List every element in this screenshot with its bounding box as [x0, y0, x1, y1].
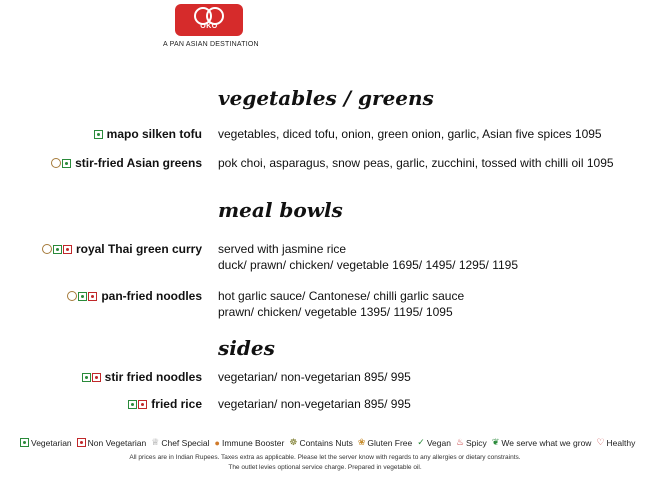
gluten-free-icon: ❀: [357, 437, 366, 447]
item-description: pok choi, asparagus, snow peas, garlic, zucchini, tossed with chilli oil 1095: [218, 156, 614, 170]
item-name: royal Thai green curry: [75, 242, 202, 256]
legend-entry: [492, 437, 592, 448]
legend-label: Non Vegetarian: [87, 437, 147, 448]
legend-label: Spicy: [466, 437, 487, 448]
item-name: fried rice: [151, 397, 202, 411]
legend-entry: [289, 437, 352, 448]
chilli-icon: ♨: [455, 437, 465, 447]
immune-booster-icon: [67, 291, 77, 301]
item-price-line: prawn/ chicken/ vegetable 1395/ 1195/ 1095: [218, 305, 453, 319]
legend-label: Chef Special: [161, 437, 210, 448]
menu-item: [94, 127, 202, 141]
veg-icon: [53, 245, 62, 254]
immune-booster-icon: [42, 244, 52, 254]
item-name: stir fried noodles: [104, 370, 202, 384]
grow-icon: ❦: [491, 437, 500, 447]
footer-note: The outlet levies optional service charge. Prepared in vegetable oil.: [228, 464, 422, 471]
item-description: served with jasmine rice: [218, 242, 347, 256]
legend-label: We serve what we grow: [501, 437, 592, 448]
chef-hat-icon: ♕: [151, 437, 160, 447]
legend-label: Vegan: [426, 437, 451, 448]
item-name: stir-fried Asian greens: [75, 156, 202, 170]
footer-note: All prices are in Indian Rupees. Taxes extra as applicable. Please let the server know with regards to any allergies or dietary constraints.: [129, 454, 521, 461]
legend-label: Immune Booster: [221, 437, 285, 448]
section-title: sides: [218, 336, 275, 360]
brand-logo: [175, 4, 243, 36]
item-description: vegetables, diced tofu, onion, green onion, garlic, Asian five spices 1095: [218, 127, 602, 141]
nonveg-icon: [138, 400, 147, 409]
veg-icon: [128, 400, 137, 409]
legend-label: Vegetarian: [31, 437, 72, 448]
nonveg-icon: [88, 292, 97, 301]
veg-icon: [78, 292, 87, 301]
menu-item: [67, 289, 202, 303]
nonveg-icon: [77, 438, 86, 447]
section-title: meal bowls: [218, 198, 343, 222]
veg-icon: [82, 373, 91, 382]
immune-booster-icon: ●: [214, 437, 220, 448]
menu-item: [42, 242, 202, 256]
legend-entry: [456, 437, 487, 448]
veg-icon: [94, 130, 103, 139]
legend-entry: [596, 437, 635, 448]
menu-item: [51, 156, 202, 170]
item-description: hot garlic sauce/ Cantonese/ chilli garlic sauce: [218, 289, 465, 303]
legend-entry: [215, 438, 285, 448]
legend-entry: [417, 437, 451, 448]
item-description: vegetarian/ non-vegetarian 895/ 995: [218, 397, 411, 411]
section-title: vegetables / greens: [218, 86, 434, 110]
legend-entry: [151, 437, 209, 448]
item-description: vegetarian/ non-vegetarian 895/ 995: [218, 370, 411, 384]
nuts-icon: [51, 158, 61, 168]
menu-item: [82, 370, 202, 384]
legend-label: Contains Nuts: [299, 437, 353, 448]
vegan-icon: ✓: [417, 437, 425, 447]
legend: [20, 437, 640, 448]
item-name: mapo silken tofu: [106, 127, 202, 141]
item-price-line: duck/ prawn/ chicken/ vegetable 1695/ 1495/ 1295/ 1195: [218, 258, 518, 272]
item-name: pan-fried noodles: [101, 289, 202, 303]
legend-entry: [20, 438, 72, 448]
legend-entry: [77, 438, 147, 448]
nonveg-icon: [92, 373, 101, 382]
legend-label: Healthy: [606, 437, 636, 448]
nonveg-icon: [63, 245, 72, 254]
legend-label: Gluten Free: [367, 437, 413, 448]
menu-item: [128, 397, 202, 411]
nuts-icon: ☸: [289, 437, 298, 447]
heart-icon: ♡: [596, 437, 605, 447]
legend-entry: [358, 437, 412, 448]
veg-icon: [62, 159, 71, 168]
veg-icon: [20, 438, 29, 447]
brand-tagline: A PAN ASIAN DESTINATION: [163, 41, 259, 48]
brand-name: OKO: [200, 23, 218, 30]
